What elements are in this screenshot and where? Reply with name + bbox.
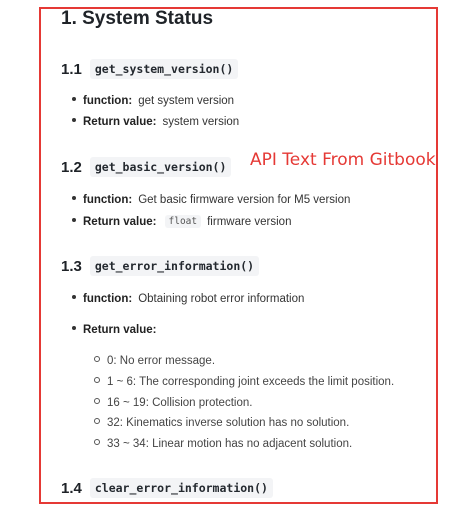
list-item	[94, 355, 215, 367]
function-name-code: get_basic_version()	[90, 157, 232, 177]
bullet-icon	[72, 196, 76, 200]
sub-item-text: 0: No error message.	[107, 355, 216, 367]
list-item	[72, 95, 234, 107]
bullet-icon	[72, 118, 76, 122]
section-number: 1.4	[61, 480, 82, 497]
circle-bullet-icon	[94, 418, 100, 424]
function-name-code: get_system_version()	[90, 59, 238, 79]
bullet-text: firmware version	[207, 216, 292, 228]
bullet-icon	[72, 218, 76, 222]
sub-item-text: 32: Kinematics inverse solution has no solution.	[107, 417, 350, 429]
bullet-label: function:	[83, 194, 133, 206]
sub-item-text: 16 ~ 19: Collision protection.	[107, 397, 253, 409]
bullet-label: Return value:	[83, 216, 157, 228]
list-item	[72, 215, 291, 228]
list-item	[72, 194, 350, 206]
bullet-text: Get basic firmware version for M5 version	[138, 194, 351, 206]
bullet-icon	[72, 326, 76, 330]
list-item	[94, 417, 349, 429]
list-item	[94, 438, 352, 450]
circle-bullet-icon	[94, 356, 100, 362]
function-name-code: get_error_information()	[90, 256, 259, 276]
sub-item-text: 33 ~ 34: Linear motion has no adjacent solution.	[107, 438, 353, 450]
section-heading-1-1	[61, 59, 238, 79]
section-number: 1.1	[61, 61, 82, 78]
circle-bullet-icon	[94, 439, 100, 445]
annotation-label: API Text From Gitbook	[250, 150, 436, 170]
section-heading-1-4	[61, 478, 273, 498]
bullet-text: get system version	[138, 95, 235, 107]
list-item	[72, 324, 157, 336]
function-name-code: clear_error_information()	[90, 478, 273, 498]
circle-bullet-icon	[94, 398, 100, 404]
bullet-label: function:	[83, 95, 133, 107]
section-heading-1-3	[61, 256, 259, 276]
section-number: 1.2	[61, 159, 82, 176]
list-item	[72, 116, 239, 128]
list-item	[94, 397, 252, 409]
type-code: float	[165, 215, 202, 228]
section-number: 1.3	[61, 258, 82, 275]
page-title: 1. System Status	[61, 8, 214, 29]
list-item	[72, 293, 304, 305]
bullet-icon	[72, 97, 76, 101]
bullet-text: system version	[162, 116, 240, 128]
sub-item-text: 1 ~ 6: The corresponding joint exceeds the limit position.	[107, 376, 395, 388]
bullet-text: Obtaining robot error information	[138, 293, 305, 305]
bullet-label: Return value:	[83, 116, 157, 128]
list-item	[94, 376, 394, 388]
circle-bullet-icon	[94, 377, 100, 383]
bullet-icon	[72, 295, 76, 299]
section-heading-1-2	[61, 157, 231, 177]
bullet-label: function:	[83, 293, 133, 305]
bullet-label: Return value:	[83, 324, 157, 336]
